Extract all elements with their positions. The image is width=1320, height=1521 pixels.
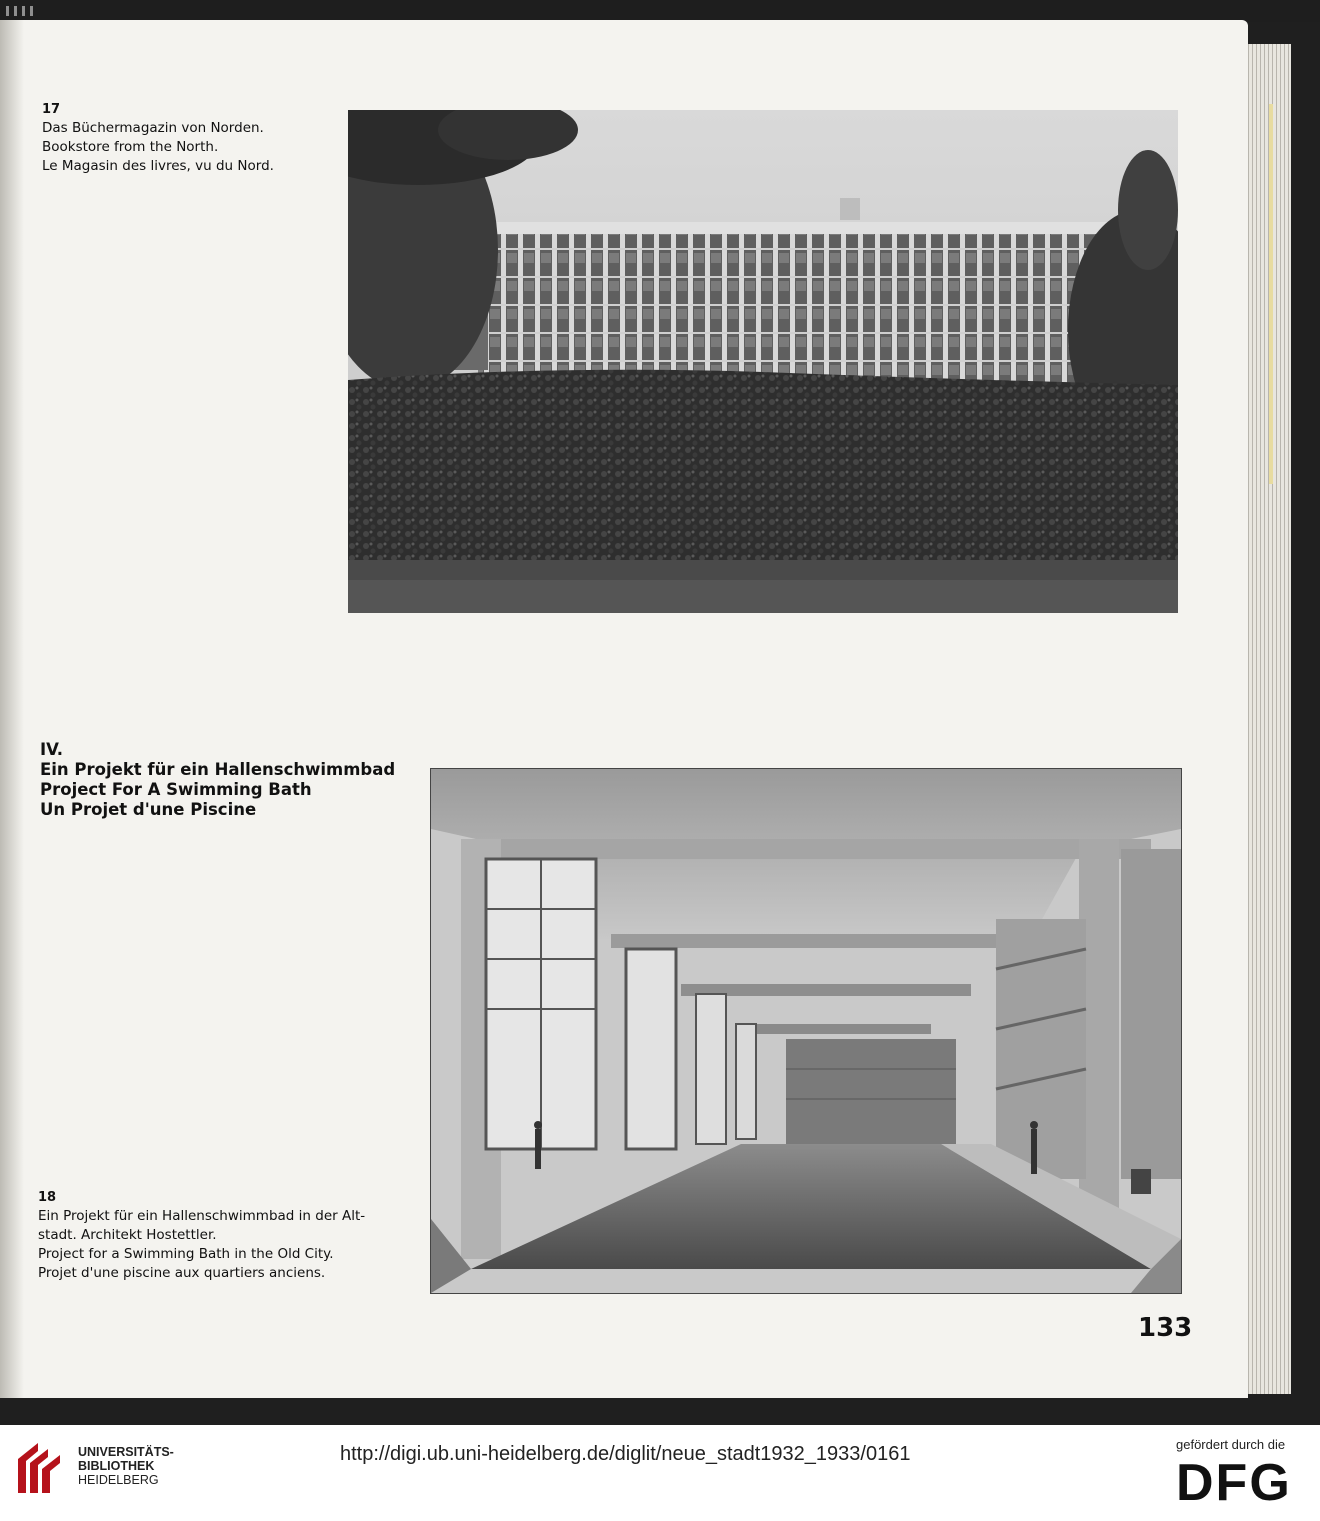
figure-18-caption-de-1: Ein Projekt für ein Hallenschwimmbad in der Alt- xyxy=(38,1208,366,1224)
library-name-line-3: HEIDELBERG xyxy=(78,1473,159,1487)
figure-18-caption xyxy=(38,1188,365,1283)
funded-by-label: gefördert durch die xyxy=(1176,1437,1286,1452)
permalink-url[interactable]: http://digi.ub.uni-heidelberg.de/diglit/neue_stadt1932_1933/0161 xyxy=(340,1443,911,1465)
page-number: 133 xyxy=(1138,1313,1193,1343)
section-title-fr: Un Projet d'une Piscine xyxy=(40,800,257,819)
section-heading xyxy=(40,740,420,820)
figure-17-caption-en: Bookstore from the North. xyxy=(42,139,219,155)
section-numeral: IV. xyxy=(40,740,64,759)
section-title-de: Ein Projekt für ein Hallenschwimmbad xyxy=(40,760,396,779)
library-name xyxy=(78,1445,174,1487)
figure-17-caption xyxy=(42,100,274,176)
footer-bar xyxy=(0,1425,1320,1521)
page-edges xyxy=(1245,44,1291,1394)
figure-17-photo xyxy=(348,110,1178,613)
figure-17-caption-de: Das Büchermagazin von Norden. xyxy=(42,120,264,136)
figure-18-caption-en: Project for a Swimming Bath in the Old City. xyxy=(38,1246,334,1262)
gutter-shadow xyxy=(0,20,24,1398)
dfg-logo[interactable]: DFG xyxy=(1176,1454,1292,1512)
bookstore-photo-illustration xyxy=(348,110,1178,613)
figure-18-drawing xyxy=(430,768,1182,1294)
university-library-logo-icon[interactable] xyxy=(14,1439,70,1497)
figure-18-number: 18 xyxy=(38,1190,57,1205)
figure-17-number: 17 xyxy=(42,102,61,117)
swimming-bath-illustration xyxy=(431,769,1181,1293)
library-name-line-1: UNIVERSITÄTS- xyxy=(78,1445,174,1459)
figure-18-caption-de-2: stadt. Architekt Hostettler. xyxy=(38,1227,217,1243)
binding-edge xyxy=(0,0,1320,22)
section-title-en: Project For A Swimming Bath xyxy=(40,780,312,799)
figure-17-caption-fr: Le Magasin des livres, vu du Nord. xyxy=(42,158,274,174)
figure-18-caption-fr: Projet d'une piscine aux quartiers anciens. xyxy=(38,1265,326,1281)
library-name-line-2: BIBLIOTHEK xyxy=(78,1459,155,1473)
